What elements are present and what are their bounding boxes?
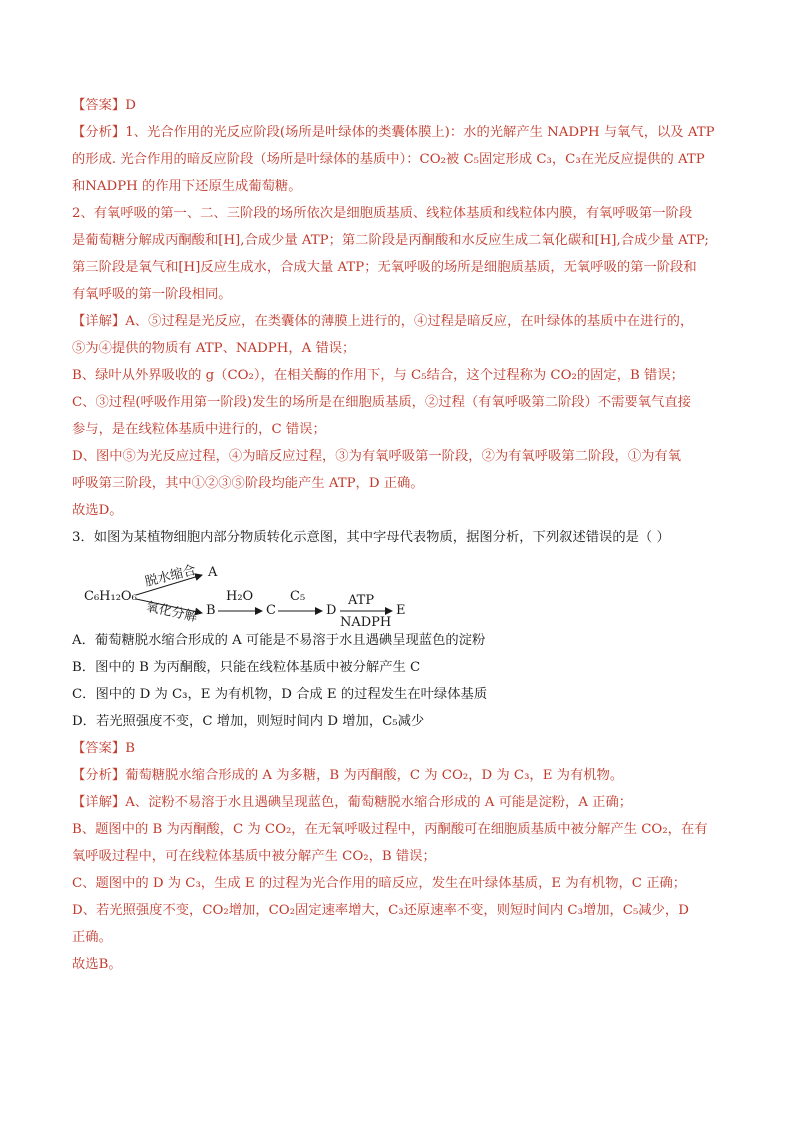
answer-value: D — [125, 98, 136, 113]
q2-detail-line: 呼吸第三阶段，其中①②③⑤阶段均能产生 ATP，D 正确。 — [72, 476, 424, 491]
q2-detail-line: D、图中⑤为光反应过程，④为暗反应过程，③为有氧呼吸第一阶段，②为有氧呼吸第二阶段，①为有氧 — [72, 449, 682, 464]
q3-stem: 3．如图为某植物细胞内部分物质转化示意图，其中字母代表物质，据图分析，下列叙述错误的是（ ） — [72, 530, 670, 545]
q3-detail-line: 氧呼吸过程中，可在线粒体基质中被分解产生 CO₂，B 错误； — [72, 849, 436, 864]
q2-analysis-line: 和NADPH 的作用下还原生成葡萄糖。 — [72, 179, 302, 194]
node-E: E — [396, 603, 406, 618]
q2-detail-line: C、③过程(呼吸作用第一阶段)发生的场所是在细胞质基质，②过程（有氧呼吸第二阶段）不需要氧气直接 — [72, 395, 691, 410]
q3-answer — [72, 735, 724, 762]
q2-detail-line: 参与，是在线粒体基质中进行的，C 错误； — [72, 422, 326, 437]
q2-detail-line: B、绿叶从外界吸收的 g（CO₂），在相关酶的作用下，与 C₅结合，这个过程称为 CO₂的固定，B 错误； — [72, 368, 684, 383]
answer-tag: 【答案】 — [72, 741, 126, 756]
node-A: A — [208, 565, 218, 580]
q3-analysis-line: 【分析】葡萄糖脱水缩合形成的 A 为多糖，B 为丙酮酸，C 为 CO₂，D 为 C₃，E 为有机物。 — [72, 768, 624, 783]
q3-detail-line: 【详解】A、淀粉不易溶于水且遇碘呈现蓝色，葡萄糖脱水缩合形成的 A 可能是淀粉，A 正确； — [72, 795, 633, 810]
answer-value: B — [125, 741, 135, 756]
q2-analysis-line: 是葡萄糖分解成丙酮酸和[H],合成少量 ATP；第二阶段是丙酮酸和水反应生成二氧化碳和[H],合成少量 ATP; — [72, 233, 709, 248]
dehydration-label: 脱水缩合 — [143, 562, 198, 591]
node-D: D — [326, 603, 337, 618]
analysis-tag: 【分析】 — [72, 125, 126, 140]
detail-tag: 【详解】 — [72, 314, 126, 329]
q3-option: A．葡萄糖脱水缩合形成的 A 可能是不易溶于水且遇碘呈现蓝色的淀粉 — [72, 633, 486, 648]
node-B: B — [206, 603, 216, 618]
nadph-label: NADPH — [340, 615, 392, 630]
q2-detail-line: 故选D。 — [72, 503, 123, 518]
q2-analysis-line: 有氧呼吸的第一阶段相同。 — [72, 287, 232, 302]
q2-detail-line: 【详解】A、⑤过程是光反应，在类囊体的薄膜上进行的，④过程是暗反应，在叶绿体的基质中在进行的， — [72, 314, 694, 329]
q3-detail-line: 故选B。 — [72, 957, 122, 972]
glucose-label: C₆H₁₂O₆ — [84, 589, 137, 604]
water-label: H₂O — [226, 589, 254, 604]
c5-label: C₅ — [290, 589, 306, 604]
node-C: C — [266, 603, 276, 618]
oxidation-label: 氧化分解 — [144, 599, 199, 626]
q2-answer — [72, 92, 724, 119]
q2-analysis-line: 的形成. 光合作用的暗反应阶段（场所是叶绿体的基质中）：CO₂被 C₅固定形成 C₃，C₃在光反应提供的 ATP — [72, 152, 705, 167]
conversion-diagram — [84, 559, 724, 630]
answer-tag: 【答案】 — [72, 98, 126, 113]
detail-tag: 【详解】 — [72, 795, 126, 810]
q2-analysis-line: 第三阶段是氧气和[H]反应生成水，合成大量 ATP；无氧呼吸的场所是细胞质基质，无氧呼吸的第一阶段和 — [72, 260, 697, 275]
q3-option: D．若光照强度不变，C 增加，则短时间内 D 增加，C₅减少 — [72, 714, 425, 729]
atp-label: ATP — [348, 593, 375, 608]
q3-detail-line: B、题图中的 B 为丙酮酸，C 为 CO₂，在无氧呼吸过程中，丙酮酸可在细胞质基质中被分解产生 CO₂，在有 — [72, 822, 708, 837]
q3-detail-line: D、若光照强度不变，CO₂增加，CO₂固定速率增大，C₃还原速率不变，则短时间内 C₃增加，C₅减少，D — [72, 903, 689, 918]
q2-analysis-line: 【分析】1、光合作用的光反应阶段(场所是叶绿体的类囊体膜上)：水的光解产生 NADPH 与氧气，以及 ATP — [72, 125, 715, 140]
q3-detail-line: C、题图中的 D 为 C₃，生成 E 的过程为光合作用的暗反应，发生在叶绿体基质，E 为有机物，C 正确； — [72, 876, 687, 891]
q3-detail-line: 正确。 — [72, 930, 112, 945]
q3-option: C．图中的 D 为 C₃，E 为有机物，D 合成 E 的过程发生在叶绿体基质 — [72, 687, 488, 702]
q2-analysis-line: 2、有氧呼吸的第一、二、三阶段的场所依次是细胞质基质、线粒体基质和线粒体内膜，有氧呼吸第一阶段 — [72, 206, 693, 221]
q2-detail-line: ⑤为④提供的物质有 ATP、NADPH，A 错误； — [72, 341, 356, 356]
q3-option: B．图中的 B 为丙酮酸，只能在线粒体基质中被分解产生 C — [72, 660, 421, 675]
analysis-tag: 【分析】 — [72, 768, 126, 783]
document-page — [72, 92, 724, 978]
